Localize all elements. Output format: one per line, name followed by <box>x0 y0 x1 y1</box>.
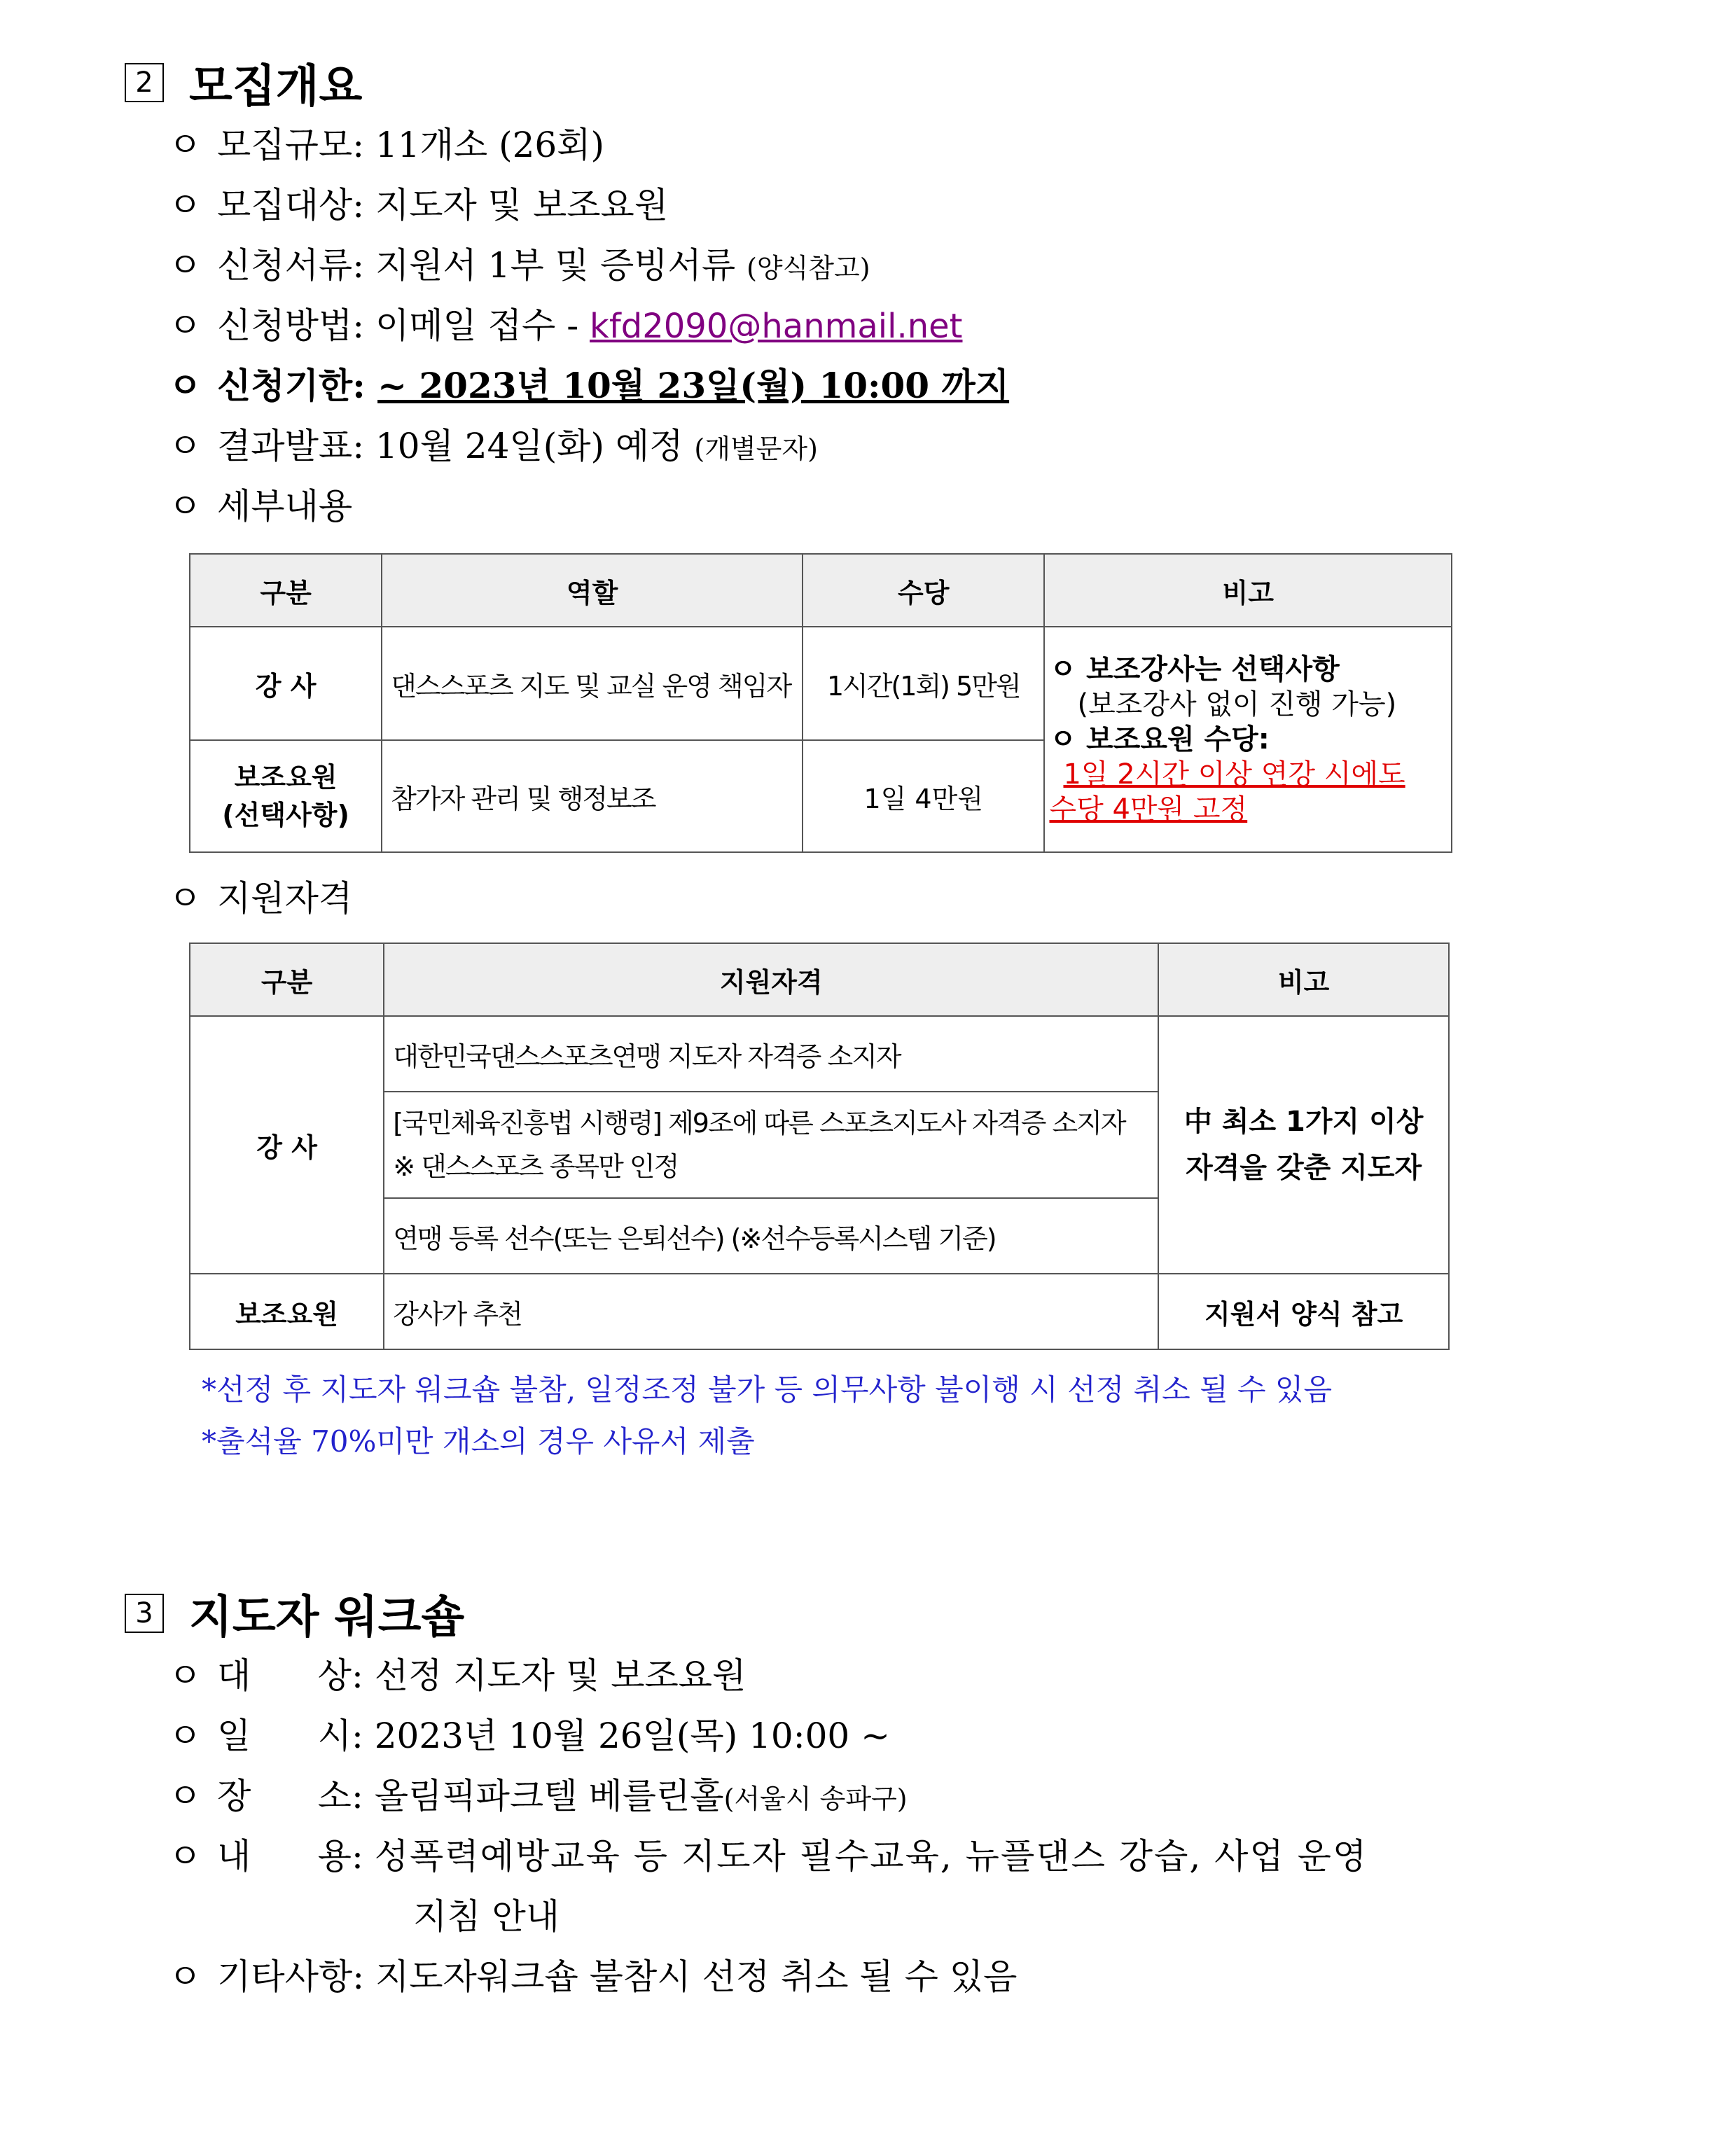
recruit-target: ㅇ 모집대상: 지도자 및 보조요원 <box>168 185 669 225</box>
qual-item: [국민체육진흥법 시행령] 제9조에 따른 스포츠지도사 자격증 소지자 ※ 댄스스포츠 종목만 인정 <box>384 1092 1158 1198</box>
th-category: 구분 <box>190 943 384 1016</box>
row-type: 보조요원 (선택사항) <box>190 740 382 852</box>
qualification-table <box>189 943 1450 1350</box>
workshop-content: ㅇ 내 용: 성폭력예방교육 등 지도자 필수교육, 뉴플댄스 강습, 사업 운영 <box>168 1836 1368 1877</box>
qual-item: 연맹 등록 선수(또는 은퇴선수) (※선수등록시스템 기준) <box>384 1198 1158 1274</box>
th-role: 역할 <box>382 554 803 627</box>
detail-table <box>189 553 1452 853</box>
note-line: *출석율 70%미만 개소의 경우 사유서 제출 <box>202 1424 755 1459</box>
table-row <box>190 627 1452 740</box>
section-title: 지도자 워크숍 <box>189 1592 465 1643</box>
table-row <box>190 1016 1449 1092</box>
row-type: 강 사 <box>190 627 382 740</box>
application-documents: ㅇ 신청서류: 지원서 1부 및 증빙서류 (양식참고) <box>168 245 870 286</box>
section-title: 모집개요 <box>189 61 363 113</box>
note-line: *선정 후 지도자 워크숍 불참, 일정조정 불가 등 의무사항 불이행 시 선정 취소 될 수 있음 <box>202 1372 1333 1407</box>
instructor-type: 강 사 <box>190 1016 384 1274</box>
recruit-scale: ㅇ 모집규모: 11개소 (26회) <box>168 125 605 165</box>
qual-item: 대한민국댄스스포츠연맹 지도자 자격증 소지자 <box>384 1016 1158 1092</box>
workshop-venue: ㅇ 장 소: 올림픽파크텔 베를린홀(서울시 송파구) <box>168 1776 908 1816</box>
qual-item: 강사가 추천 <box>384 1274 1158 1349</box>
email-link[interactable]: kfd2090@hanmail.net <box>590 307 963 346</box>
section-number: 2 <box>125 63 164 102</box>
th-qualification: 지원자격 <box>384 943 1158 1016</box>
row-pay: 1시간(1회) 5만원 <box>803 627 1044 740</box>
th-category: 구분 <box>190 554 382 627</box>
workshop-datetime: ㅇ 일 시: 2023년 10월 26일(목) 10:00 ~ <box>168 1716 890 1756</box>
assistant-type: 보조요원 <box>190 1274 384 1349</box>
row-role: 댄스스포츠 지도 및 교실 운영 책임자 <box>382 627 803 740</box>
table-row <box>190 1274 1449 1349</box>
section-2-heading <box>125 50 362 115</box>
details-label: ㅇ 세부내용 <box>168 486 353 527</box>
workshop-content-cont: 지침 안내 <box>413 1896 560 1937</box>
section-number: 3 <box>125 1594 164 1633</box>
qualification-label: ㅇ 지원자격 <box>168 878 353 919</box>
result-announcement: ㅇ 결과발표: 10월 24일(화) 예정 (개별문자) <box>168 426 818 466</box>
th-remark: 비고 <box>1044 554 1452 627</box>
workshop-other: ㅇ 기타사항: 지도자워크숍 불참시 선정 취소 될 수 있음 <box>168 1956 1018 1997</box>
th-remark: 비고 <box>1158 943 1449 1016</box>
row-role: 참가자 관리 및 행정보조 <box>382 740 803 852</box>
section-3-heading <box>125 1581 464 1646</box>
remark-cell: ㅇ 보조강사는 선택사항 (보조강사 없이 진행 가능) ㅇ 보조요원 수당: 1일 2시간 이상 연강 시에도 수당 4만원 고정 <box>1044 627 1452 852</box>
application-method: ㅇ 신청방법: 이메일 접수 - kfd2090@hanmail.net <box>168 305 963 346</box>
workshop-target: ㅇ 대 상: 선정 지도자 및 보조요원 <box>168 1655 747 1696</box>
row-pay: 1일 4만원 <box>803 740 1044 852</box>
th-pay: 수당 <box>803 554 1044 627</box>
instructor-remark: 中 최소 1가지 이상 자격을 갖춘 지도자 <box>1158 1016 1449 1274</box>
application-deadline: ㅇ 신청기한: ~ 2023년 10월 23일(월) 10:00 까지 <box>168 365 1010 406</box>
assistant-remark: 지원서 양식 참고 <box>1158 1274 1449 1349</box>
